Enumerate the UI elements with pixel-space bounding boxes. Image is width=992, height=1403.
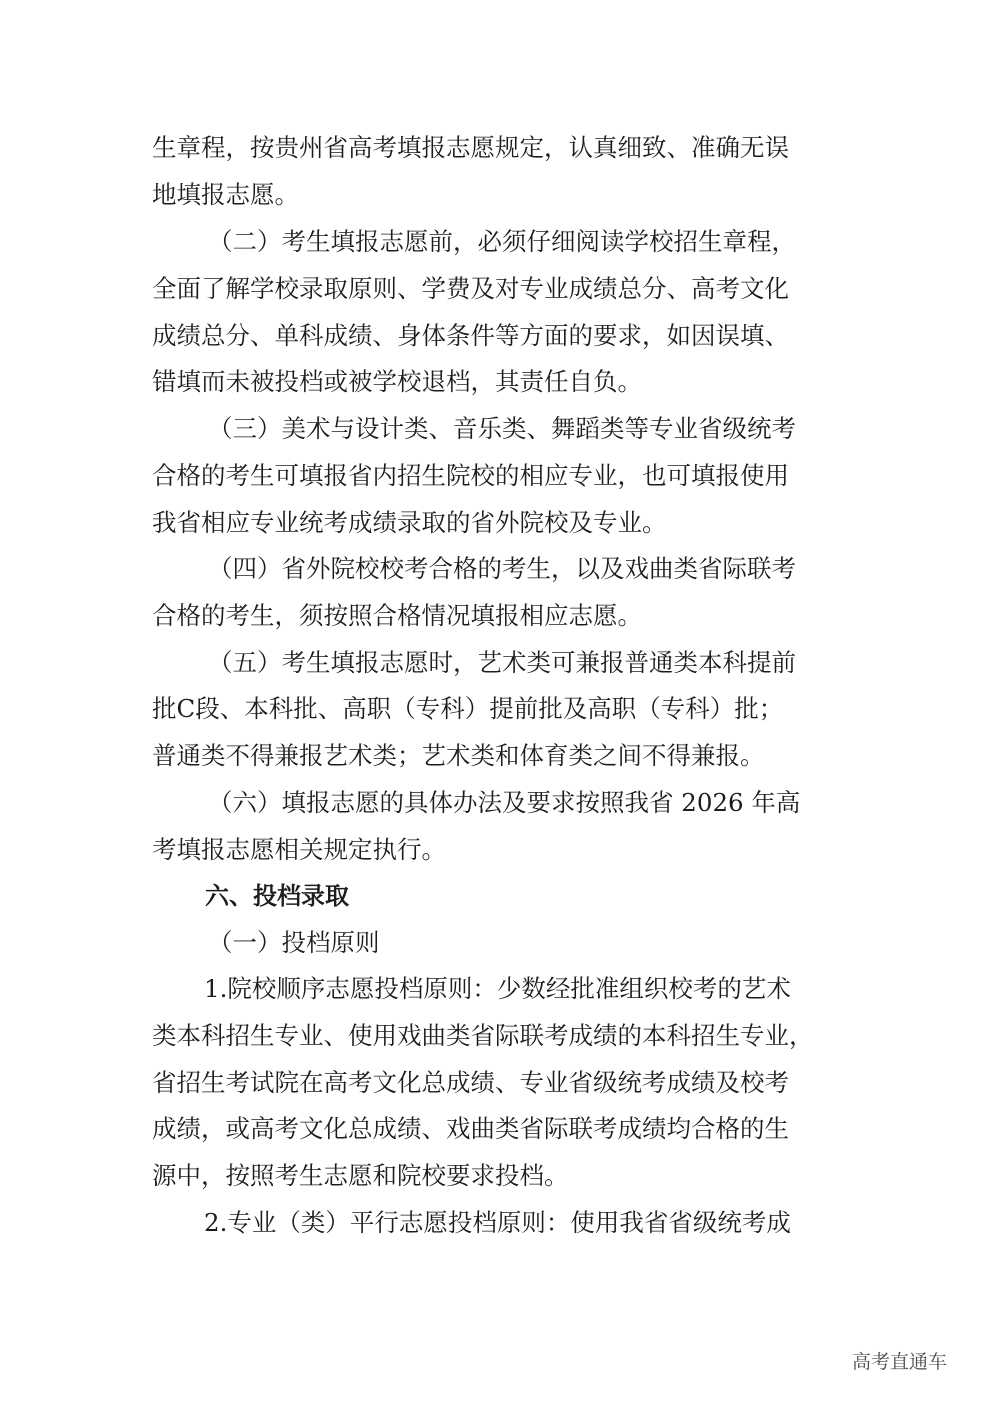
text-line: 成绩总分、单科成绩、身体条件等方面的要求，如因误填、 <box>152 321 789 350</box>
text-line: 类本科招生专业、使用戏曲类省际联考成绩的本科招生专业， <box>152 1021 814 1050</box>
rule-2-line: 2.专业（类）平行志愿投档原则：使用我省省级统考成 <box>204 1208 791 1237</box>
paragraph-5-line: （五）考生填报志愿时，艺术类可兼报普通类本科提前 <box>208 648 796 677</box>
text-line: 批C段、本科批、高职（专科）提前批及高职（专科）批； <box>152 694 784 723</box>
watermark-text: 高考直通车 <box>852 1351 948 1373</box>
paragraph-4-line: （四）省外院校校考合格的考生，以及戏曲类省际联考 <box>208 554 796 583</box>
text-line: 省招生考试院在高考文化总成绩、专业省级统考成绩及校考 <box>152 1068 789 1097</box>
text-line: 全面了解学校录取原则、学费及对专业成绩总分、高考文化 <box>152 274 789 303</box>
text-line: 考填报志愿相关规定执行。 <box>152 835 446 864</box>
text-line: 成绩，或高考文化总成绩、戏曲类省际联考成绩均合格的生 <box>152 1114 789 1143</box>
subsection-heading: （一）投档原则 <box>208 928 380 957</box>
text-line: 生章程，按贵州省高考填报志愿规定，认真细致、准确无误 <box>152 133 789 162</box>
section-heading: 六、投档录取 <box>205 882 349 910</box>
text-line: 错填而未被投档或被学校退档，其责任自负。 <box>152 367 642 396</box>
text-line: 地填报志愿。 <box>152 180 299 209</box>
text-line: 源中，按照考生志愿和院校要求投档。 <box>152 1161 569 1190</box>
paragraph-3-line: （三）美术与设计类、音乐类、舞蹈类等专业省级统考 <box>208 414 796 443</box>
text-line: 我省相应专业统考成绩录取的省外院校及专业。 <box>152 508 667 537</box>
text-line: 合格的考生，须按照合格情况填报相应志愿。 <box>152 601 642 630</box>
paragraph-2-line: （二）考生填报志愿前，必须仔细阅读学校招生章程， <box>208 227 796 256</box>
paragraph-6-line: （六）填报志愿的具体办法及要求按照我省 2026 年高 <box>208 788 801 817</box>
text-line: 合格的考生可填报省内招生院校的相应专业，也可填报使用 <box>152 461 789 490</box>
rule-1-line: 1.院校顺序志愿投档原则：少数经批准组织校考的艺术 <box>204 974 791 1003</box>
text-line: 普通类不得兼报艺术类；艺术类和体育类之间不得兼报。 <box>152 741 765 770</box>
